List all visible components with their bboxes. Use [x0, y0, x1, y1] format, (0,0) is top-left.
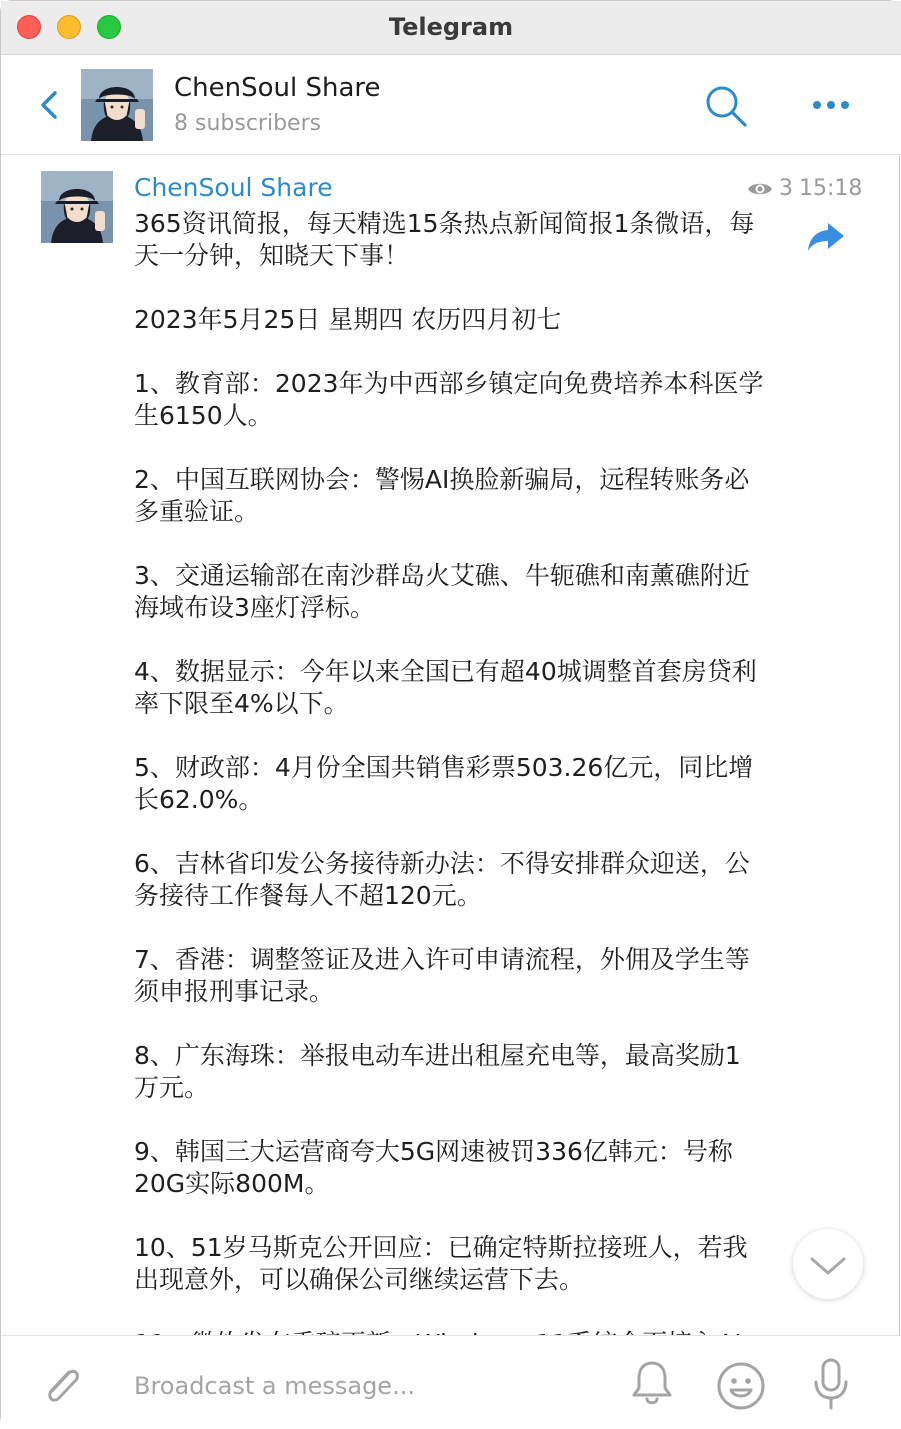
- message-paragraph: 10、51岁马斯克公开回应：已确定特斯拉接班人，若我出现意外，可以确保公司继续运营下去。: [134, 1233, 748, 1294]
- forward-button[interactable]: [806, 220, 846, 254]
- message-paragraph: 8、广东海珠：举报电动车进出租屋充电等，最高奖励1万元。: [134, 1041, 741, 1102]
- attach-button[interactable]: [39, 1360, 85, 1410]
- message-paragraph: 5、财政部：4月份全国共销售彩票503.26亿元，同比增长62.0%。: [134, 753, 754, 814]
- message-paragraph: 1、教育部：2023年为中西部乡镇定向免费培养本科医学生6150人。: [134, 369, 764, 430]
- message-paragraph: 7、香港：调整签证及进入许可申请流程，外佣及学生等须申报刑事记录。: [134, 945, 750, 1006]
- microphone-icon: [809, 1356, 853, 1414]
- emoji-icon: [715, 1360, 767, 1412]
- message-paragraph: 2、中国互联网协会：警惕AI换脸新骗局，远程转账务必多重验证。: [134, 465, 750, 526]
- emoji-button[interactable]: [715, 1360, 767, 1412]
- message-paragraph: 4、数据显示：今年以来全国已有超40城调整首套房贷利率下限至4%以下。: [134, 657, 757, 718]
- channel-avatar[interactable]: [81, 69, 153, 141]
- chevron-down-icon: [793, 1229, 863, 1299]
- forward-icon: [806, 220, 846, 254]
- bell-icon: [629, 1358, 675, 1408]
- message-meta: [747, 176, 862, 201]
- message-paragraph: 3、交通运输部在南沙群岛火艾礁、牛轭礁和南薰礁附近海域布设3座灯浮标。: [134, 561, 750, 622]
- message-list[interactable]: [1, 156, 901, 1334]
- silent-broadcast-button[interactable]: [629, 1358, 675, 1408]
- chevron-left-icon: [35, 85, 65, 125]
- composer-bar: [1, 1335, 901, 1429]
- chat-header: [1, 55, 901, 155]
- message-sender[interactable]: ChenSoul Share: [134, 173, 333, 202]
- message-paragraph: 9、韩国三大运营商夸大5G网速被罚336亿韩元：号称20G实际800M。: [134, 1137, 733, 1198]
- title-bar: [1, 1, 901, 55]
- avatar-image: [81, 69, 153, 141]
- back-button[interactable]: [35, 85, 65, 125]
- channel-name[interactable]: ChenSoul Share: [174, 73, 381, 103]
- message-time: 15:18: [799, 176, 863, 201]
- search-button[interactable]: [703, 83, 749, 129]
- message-paragraph: 2023年5月25日 星期四 农历四月初七: [134, 305, 562, 334]
- more-options-button[interactable]: [807, 87, 855, 123]
- subscriber-count: 8 subscribers: [174, 111, 322, 136]
- window-title: Telegram: [388, 13, 514, 41]
- paperclip-icon: [39, 1360, 85, 1410]
- more-dots-icon: [807, 87, 855, 123]
- scroll-to-bottom-button[interactable]: [793, 1229, 863, 1299]
- message-paragraph: 6、吉林省印发公务接待新办法：不得安排群众迎送，公务接待工作餐每人不超120元。: [134, 849, 750, 910]
- voice-record-button[interactable]: [809, 1356, 853, 1414]
- message-input[interactable]: [134, 1366, 594, 1406]
- message-text: [134, 208, 764, 1424]
- view-count: 3: [779, 176, 793, 201]
- message-paragraph: 365资讯简报，每天精选15条热点新闻简报1条微语，每天一分钟，知晓天下事！: [134, 209, 755, 270]
- avatar-image: [41, 171, 113, 243]
- search-icon: [703, 83, 749, 129]
- eye-icon: [747, 180, 773, 198]
- sender-avatar[interactable]: [41, 171, 113, 243]
